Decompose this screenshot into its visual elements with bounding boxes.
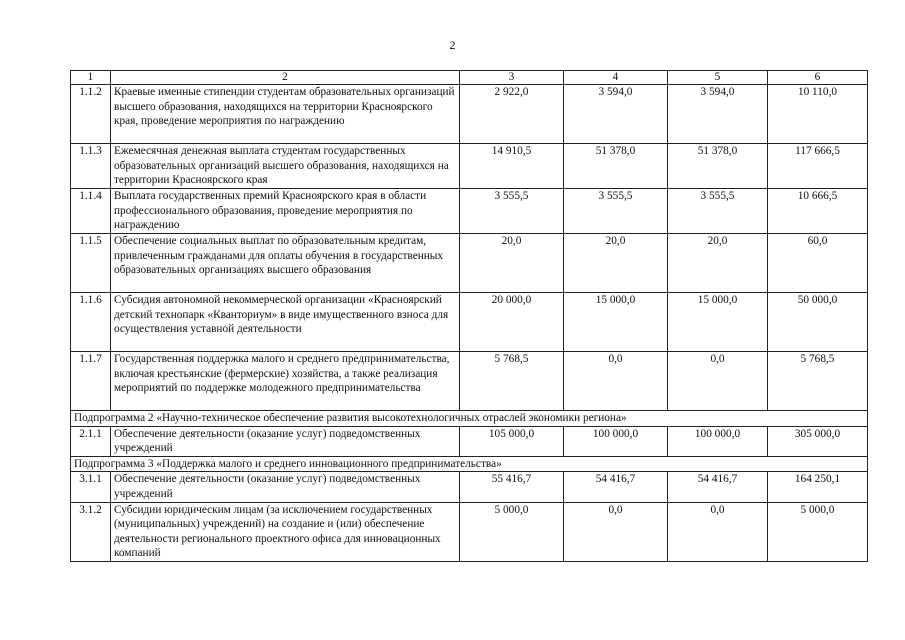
budget-table (70, 70, 868, 562)
row-code: 1.1.3 (71, 144, 111, 189)
row-value-4: 3 594,0 (564, 85, 668, 144)
row-value-3: 2 922,0 (460, 85, 564, 144)
row-value-6: 60,0 (768, 234, 868, 293)
row-value-3: 3 555,5 (460, 189, 564, 234)
row-name: Субсидии юридическим лицам (за исключением государственных (муниципальных) учреждений) на создание и (или) обеспечение деятельности регионального проектного офиса для инновационных компаний (111, 502, 460, 561)
row-value-4: 3 555,5 (564, 189, 668, 234)
row-value-6: 50 000,0 (768, 293, 868, 352)
row-code: 2.1.1 (71, 426, 111, 456)
row-name: Государственная поддержка малого и среднего предпринимательства, включая крестьянские (фермерские) хозяйства, а также реализация мероприятий по поддержке молодежного предпринимательства (111, 352, 460, 411)
row-value-3: 20,0 (460, 234, 564, 293)
row-value-3: 14 910,5 (460, 144, 564, 189)
row-value-6: 5 000,0 (768, 502, 868, 561)
table-row (71, 293, 868, 352)
header-cell-5: 5 (668, 71, 768, 85)
row-value-5: 15 000,0 (668, 293, 768, 352)
row-code: 1.1.4 (71, 189, 111, 234)
subprogram-title: Подпрограмма 3 «Поддержка малого и среднего инновационного предпринимательства» (71, 456, 868, 472)
row-value-5: 0,0 (668, 502, 768, 561)
row-value-6: 164 250,1 (768, 472, 868, 502)
table-row (71, 502, 868, 561)
row-value-4: 51 378,0 (564, 144, 668, 189)
table-row (71, 352, 868, 411)
page-number: 2 (449, 38, 456, 52)
table-row (71, 144, 868, 189)
subprogram-title: Подпрограмма 2 «Научно-техническое обеспечение развития высокотехнологичных отраслей экономики региона» (71, 411, 868, 427)
row-value-3: 55 416,7 (460, 472, 564, 502)
row-name: Выплата государственных премий Красноярского края в области профессионального образования, проведение мероприятия по награждению (111, 189, 460, 234)
table-row (71, 426, 868, 456)
row-code: 1.1.7 (71, 352, 111, 411)
row-value-4: 0,0 (564, 352, 668, 411)
row-value-6: 10 666,5 (768, 189, 868, 234)
header-cell-2: 2 (111, 71, 460, 85)
row-name: Краевые именные стипендии студентам образовательных организаций высшего образования, находящихся на территории Красноярского края, проведение мероприятия по награждению (111, 85, 460, 144)
row-code: 1.1.5 (71, 234, 111, 293)
table-row (71, 472, 868, 502)
row-value-4: 0,0 (564, 502, 668, 561)
row-value-5: 3 594,0 (668, 85, 768, 144)
table-row (71, 85, 868, 144)
row-value-6: 117 666,5 (768, 144, 868, 189)
row-value-4: 15 000,0 (564, 293, 668, 352)
row-name: Субсидия автономной некоммерческой организации «Красноярский детский технопарк «Кванториум» в виде имущественного взноса для осуществления уставной деятельности (111, 293, 460, 352)
subprogram-row (71, 411, 868, 427)
row-value-3: 5 000,0 (460, 502, 564, 561)
row-name: Ежемесячная денежная выплата студентам государственных образовательных организаций высшего образования, находящихся на территории Красноярского края (111, 144, 460, 189)
subprogram-row (71, 456, 868, 472)
row-name: Обеспечение деятельности (оказание услуг) подведомственных учреждений (111, 426, 460, 456)
row-value-3: 20 000,0 (460, 293, 564, 352)
row-value-5: 51 378,0 (668, 144, 768, 189)
row-value-5: 20,0 (668, 234, 768, 293)
header-cell-1: 1 (71, 71, 111, 85)
row-value-6: 5 768,5 (768, 352, 868, 411)
row-code: 3.1.2 (71, 502, 111, 561)
row-code: 1.1.2 (71, 85, 111, 144)
header-cell-3: 3 (460, 71, 564, 85)
row-code: 3.1.1 (71, 472, 111, 502)
row-name: Обеспечение деятельности (оказание услуг) подведомственных учреждений (111, 472, 460, 502)
row-value-6: 10 110,0 (768, 85, 868, 144)
row-value-4: 100 000,0 (564, 426, 668, 456)
table-row (71, 234, 868, 293)
header-cell-6: 6 (768, 71, 868, 85)
row-value-3: 5 768,5 (460, 352, 564, 411)
row-value-5: 54 416,7 (668, 472, 768, 502)
row-value-5: 0,0 (668, 352, 768, 411)
table-row (71, 189, 868, 234)
header-cell-4: 4 (564, 71, 668, 85)
row-value-5: 3 555,5 (668, 189, 768, 234)
row-value-6: 305 000,0 (768, 426, 868, 456)
row-code: 1.1.6 (71, 293, 111, 352)
row-value-4: 20,0 (564, 234, 668, 293)
row-name: Обеспечение социальных выплат по образовательным кредитам, привлеченным гражданами для оплаты обучения в государственных образовательных организациях высшего образования (111, 234, 460, 293)
row-value-4: 54 416,7 (564, 472, 668, 502)
header-row (71, 71, 868, 85)
budget-table-body (71, 71, 868, 562)
row-value-5: 100 000,0 (668, 426, 768, 456)
row-value-3: 105 000,0 (460, 426, 564, 456)
